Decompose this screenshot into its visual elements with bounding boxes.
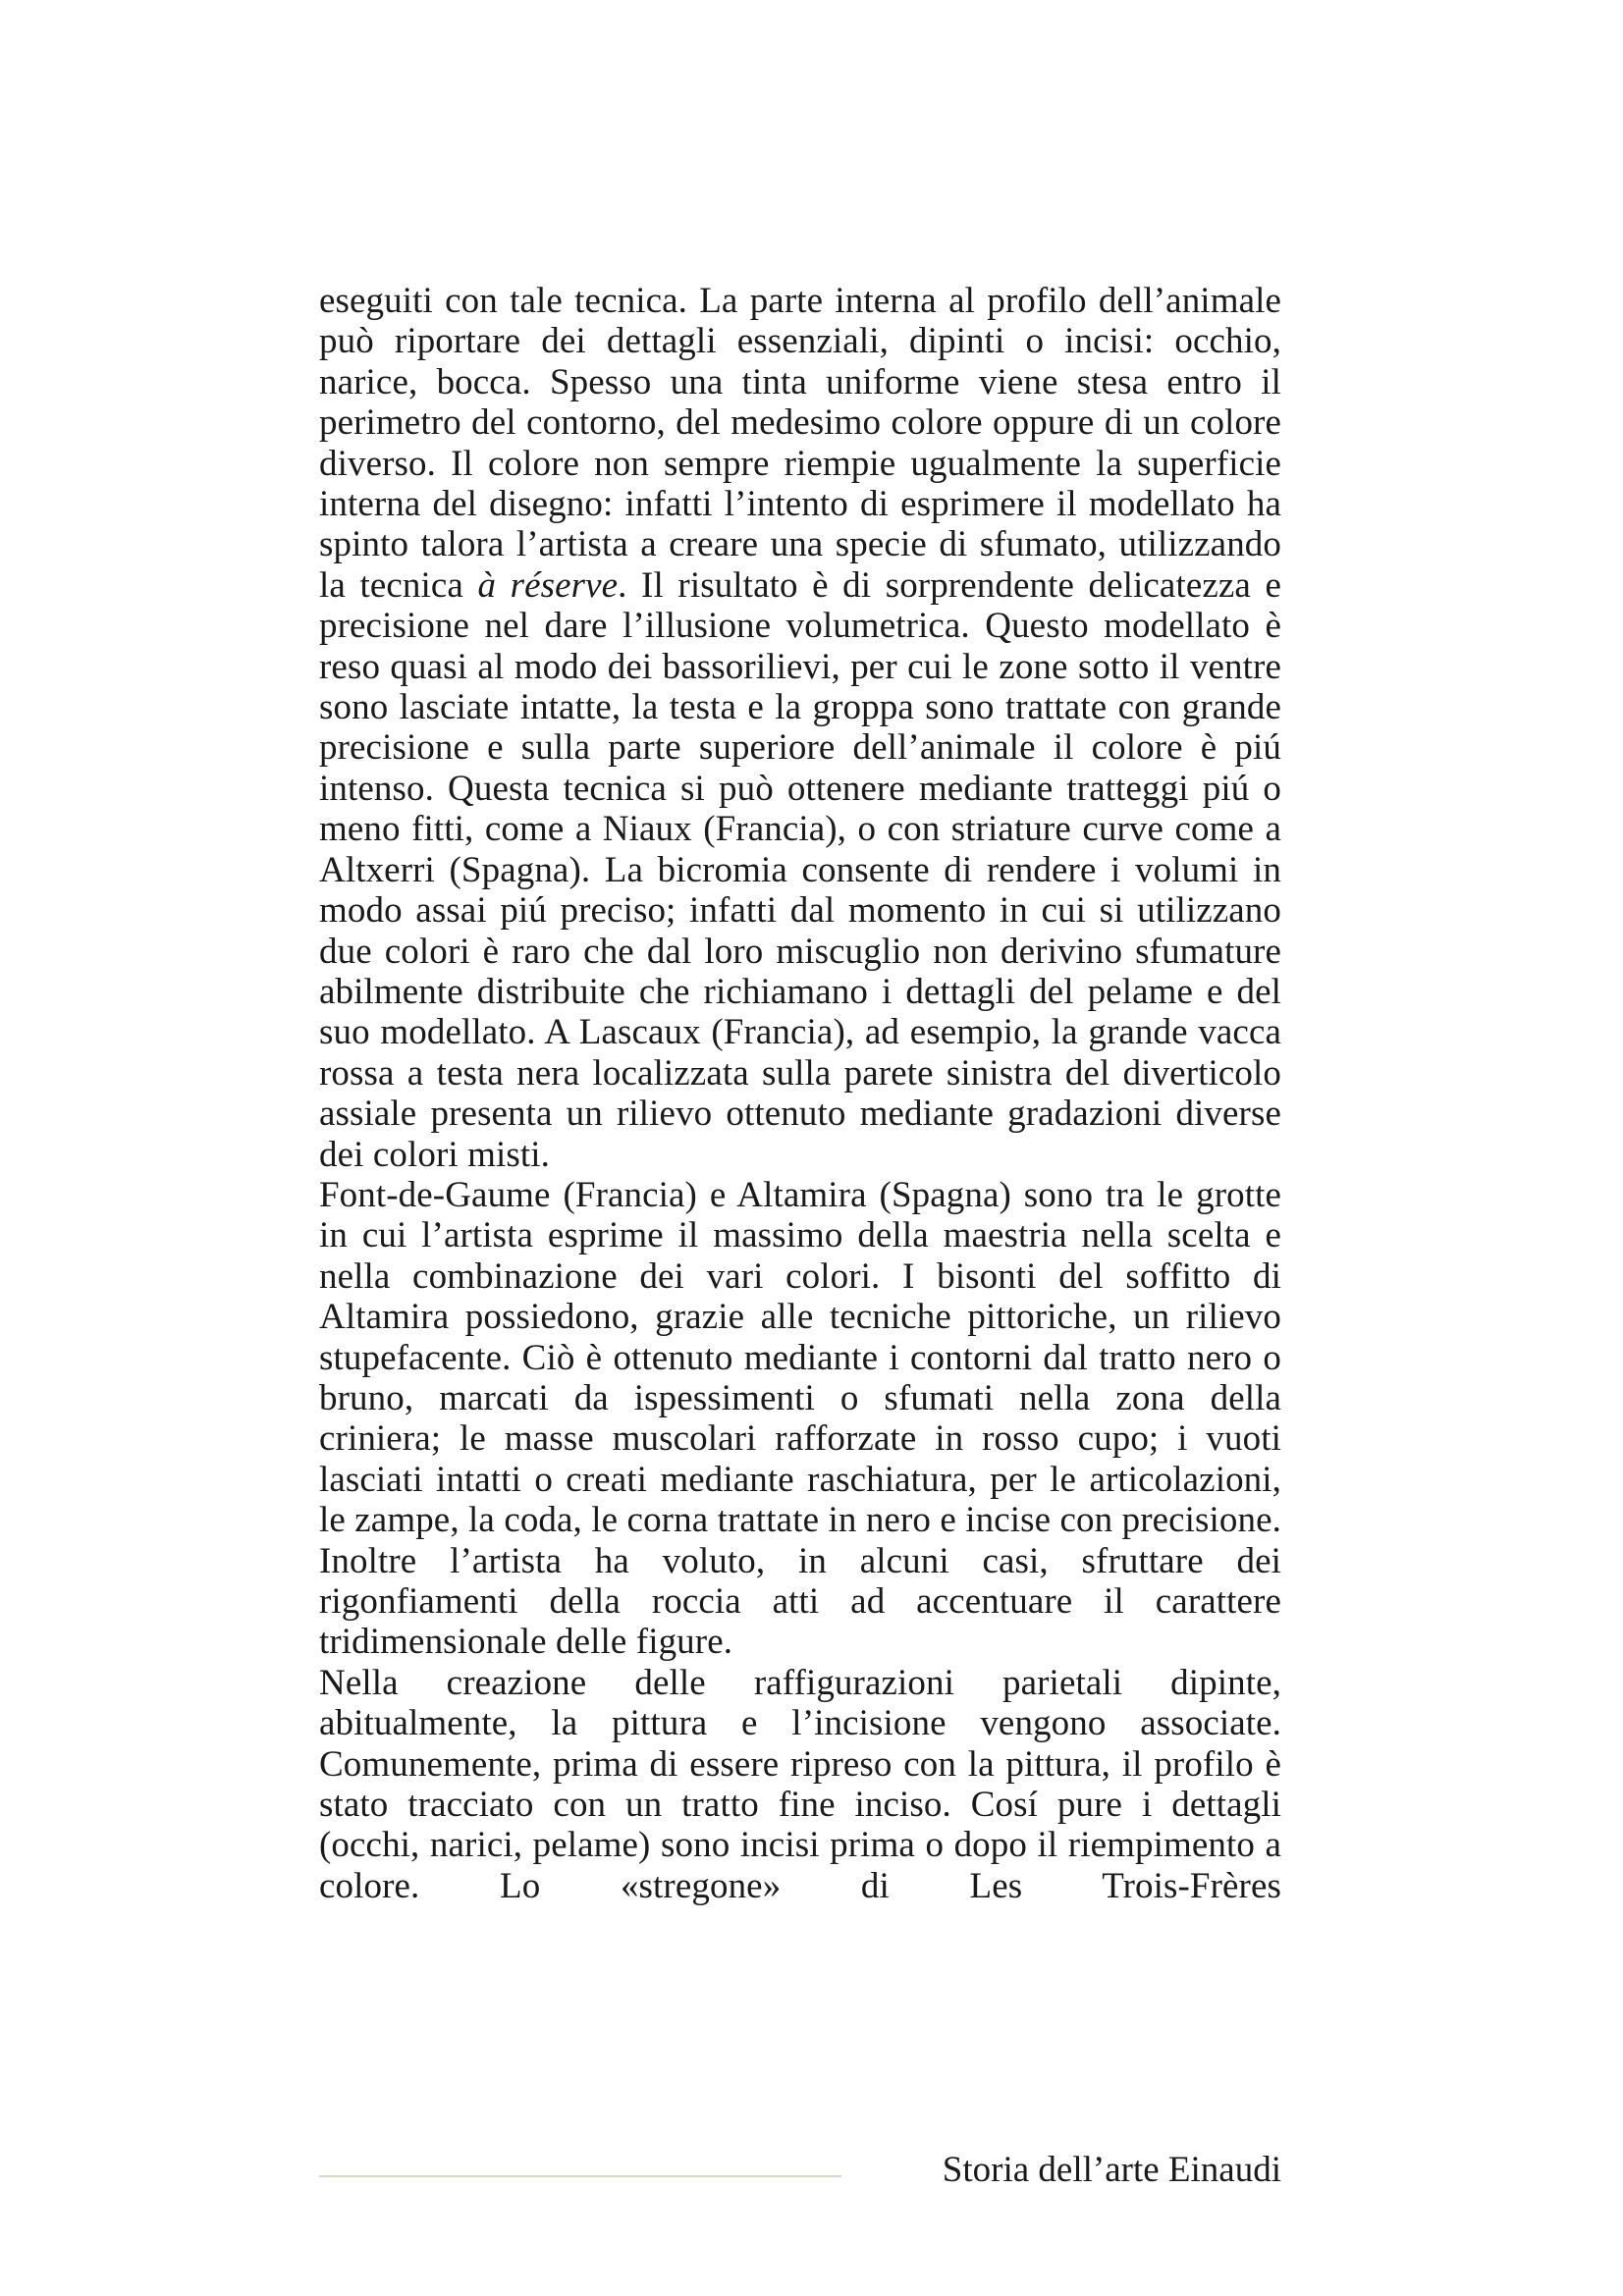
paragraph-2	[319, 1175, 1281, 1663]
footer-title: Storia dell’arte Einaudi	[942, 2150, 1281, 2190]
paragraph-3-text: Nella creazione delle raffigurazioni parietali dipinte, abitualmente, la pittura e l’incisione vengono associate. Comunemente, prima di essere ripreso con la pittura, il profilo è stato tracciato con un tratto fine inciso. Cosí pure i dettagli (occhi, narici, pelame) sono incisi prima o dopo il riempimento a colore. Lo «stregone» di Les Trois-Frères	[319, 1662, 1281, 1906]
paragraph-1-text-a: eseguiti con tale tecnica. La parte interna al profilo dell’animale può riportare dei dettagli essenziali, dipinti o incisi: occhio, narice, bocca. Spesso una tinta uniforme viene stesa entro il perimetro del contorno, del medesimo colore oppure di un colore diverso. Il colore non sempre riempie ugualmente la superficie interna del disegno: infatti l’intento di esprimere il modellato ha spinto talora l’artista a creare una specie di sfumato, utilizzando la tecnica	[319, 281, 1281, 606]
paragraph-2-text: Font-de-Gaume (Francia) e Altamira (Spagna) sono tra le grotte in cui l’artista esprime il massimo della maestria nella scelta e nella combinazione dei vari colori. I bisonti del soffitto di Altamira possiedono, grazie alle tecniche pittoriche, un rilievo stupefacente. Ciò è ottenuto mediante i contorni dal tratto nero o bruno, marcati da ispessimenti o sfumati nella zona della criniera; le masse muscolari rafforzate in rosso cupo; i vuoti lasciati intatti o creati mediante raschiatura, per le articolazioni, le zampe, la coda, le corna trattate in nero e incise con precisione. Inoltre l’artista ha voluto, in alcuni casi, sfruttare dei rigonfiamenti della roccia atti ad accentuare il carattere tridimensionale delle figure.	[319, 1174, 1281, 1663]
paragraph-1-italic-term: à réserve	[477, 564, 619, 606]
paragraph-3	[319, 1663, 1281, 1906]
body-text	[319, 281, 1281, 1906]
paragraph-1-text-b: . Il risultato è di sorprendente delicatezza e precisione nel dare l’illusione volumetrica. Questo modellato è reso quasi al modo dei bassorilievi, per cui le zone sotto il ventre sono lasciate intatte, la testa e la groppa sono trattate con grande precisione e sulla parte superiore dell’animale il colore è piú intenso. Questa tecnica si può ottenere mediante tratteggi piú o meno fitti, come a Niaux (Francia), o con striature curve come a Altxerri (Spagna). La bicromia consente di rendere i volumi in modo assai piú preciso; infatti dal momento in cui si utilizzano due colori è raro che dal loro miscuglio non derivino sfumature abilmente distribuite che richiamano i dettagli del pelame e del suo modellato. A Lascaux (Francia), ad esempio, la grande vacca rossa a testa nera localizzata sulla parete sinistra del diverticolo assiale presenta un rilievo ottenuto mediante gradazioni diverse dei colori misti.	[319, 564, 1281, 1175]
paragraph-1	[319, 281, 1281, 1175]
footer-rule	[319, 2175, 841, 2177]
